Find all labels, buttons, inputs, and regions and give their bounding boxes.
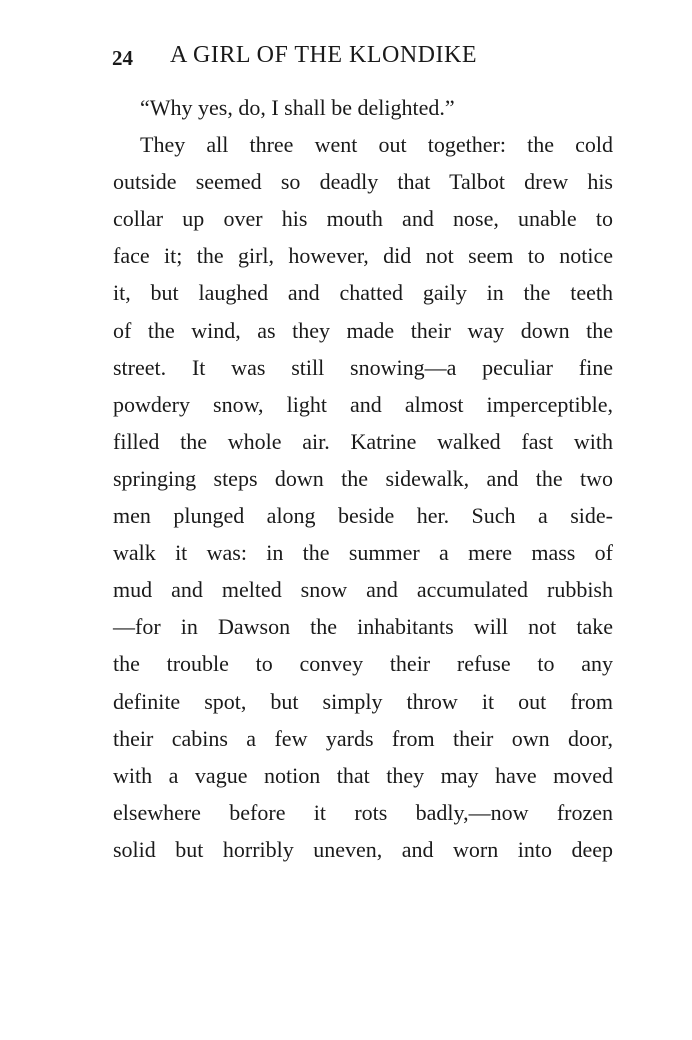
text-line: their cabins a few yards from their own door, (113, 725, 613, 751)
text-line: with a vague notion that they may have moved (113, 762, 613, 788)
running-head (112, 40, 612, 76)
text-line: powdery snow, light and almost imperceptible, (113, 391, 613, 417)
text-line: street. It was still snowing—a peculiar fine (113, 354, 613, 380)
text-line: the trouble to convey their refuse to any (113, 651, 613, 677)
text-line: collar up over his mouth and nose, unable to (113, 206, 613, 232)
text-line: mud and melted snow and accumulated rubbish (113, 577, 613, 603)
text-line: “Why yes, do, I shall be delighted.” (140, 95, 455, 120)
body-text (113, 89, 613, 868)
text-line: springing steps down the sidewalk, and the two (113, 465, 613, 491)
text-line: definite spot, but simply throw it out from (113, 688, 613, 714)
text-line: —for in Dawson the inhabitants will not take (113, 614, 613, 640)
page-number: 24 (112, 46, 133, 70)
text-line: walk it was: in the summer a mere mass of (113, 540, 613, 566)
text-line: filled the whole air. Katrine walked fast with (113, 428, 613, 454)
text-line: They all three went out together: the cold (140, 132, 613, 158)
book-title: A GIRL OF THE KLONDIKE (170, 42, 477, 68)
text-line: elsewhere before it rots badly,—now frozen (113, 799, 613, 825)
text-line: men plunged along beside her. Such a side- (113, 503, 613, 529)
text-line: of the wind, as they made their way down the (113, 317, 613, 343)
text-line: it, but laughed and chatted gaily in the teeth (113, 280, 613, 306)
text-line: face it; the girl, however, did not seem to notice (113, 243, 613, 269)
text-line: outside seemed so deadly that Talbot drew his (113, 169, 613, 195)
text-line: solid but horribly uneven, and worn into deep (113, 836, 613, 862)
